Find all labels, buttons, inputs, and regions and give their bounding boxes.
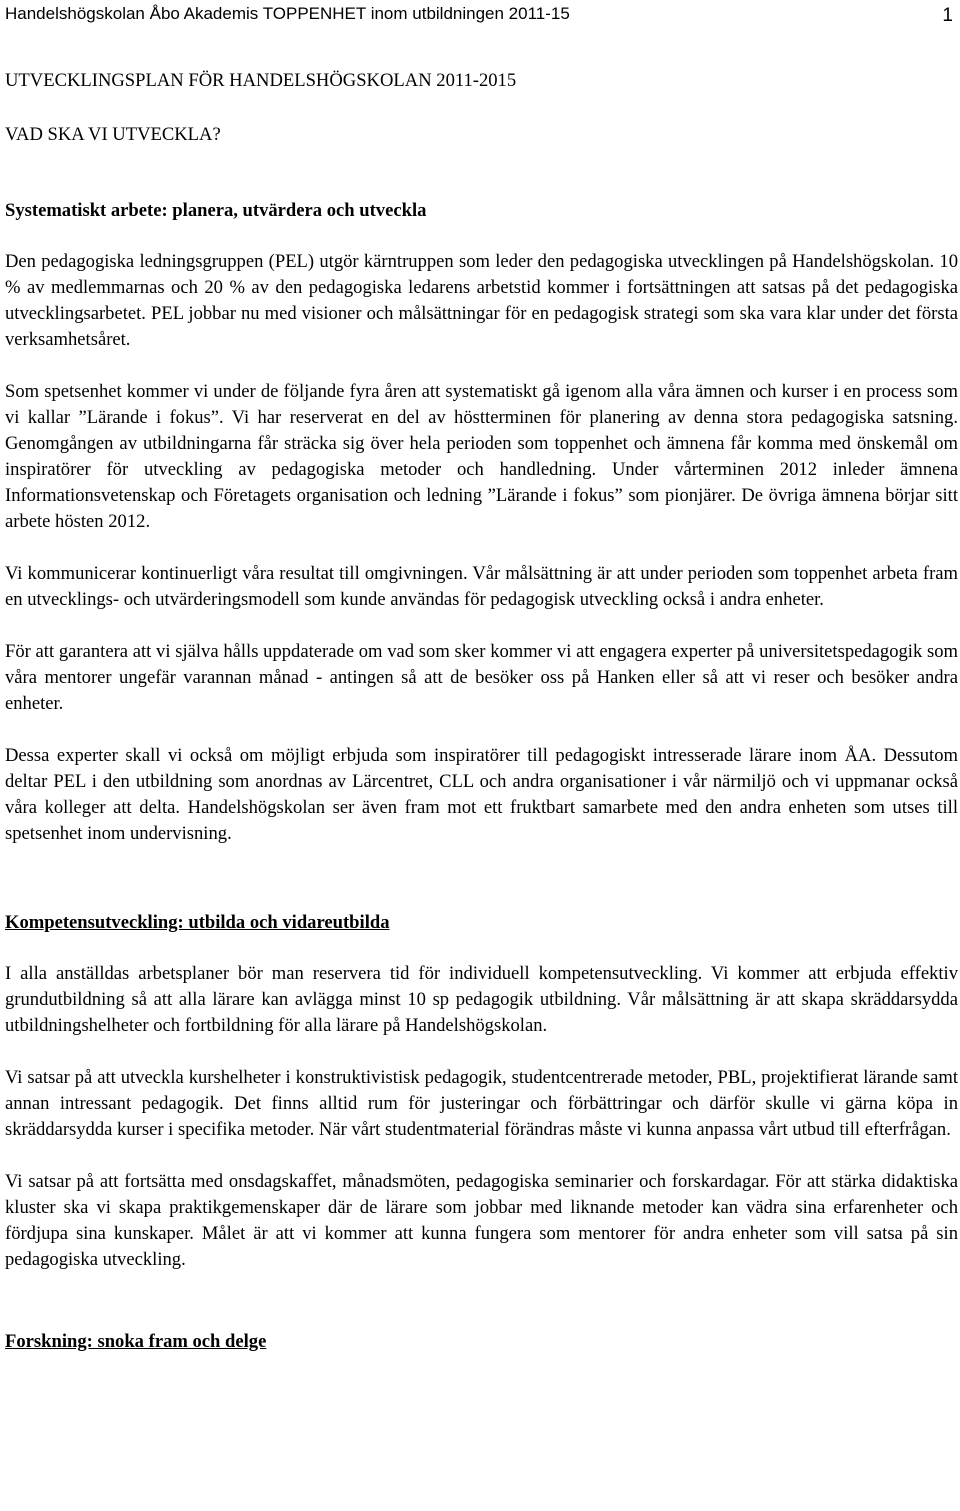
spacer <box>5 1299 958 1329</box>
section-systematic-work <box>5 198 958 847</box>
question-title: VAD SKA VI UTVECKLA? <box>5 124 221 145</box>
paragraph: Dessa experter skall vi också om möjligt erbjuda som inspiratörer till pedagogiskt intresserade lärare inom ÅA. Dessutom deltar PEL i den utbildning som anordnas av Lärcentret, CLL och andra organisationer i vår närmiljö och vi uppmanar också våra kolleger att delta. Handelshögskolan ser även fram mot ett fruktbart samarbete med den andra enheten som utses till spetsenhet inom undervisning. <box>5 745 958 844</box>
paragraph: Vi kommunicerar kontinuerligt våra resultat till omgivningen. Vår målsättning är att under perioden som toppenhet arbeta fram en utvecklings- och utvärderingsmodell som kunde användas för pedagogisk utveckling också i andra enheter. <box>5 563 958 610</box>
spacer <box>5 873 958 910</box>
section-heading: Forskning: snoka fram och delge <box>5 1331 267 1352</box>
header-title: Handelshögskolan Åbo Akademis TOPPENHET inom utbildningen 2011-15 <box>5 4 570 23</box>
page-number: 1 <box>942 5 953 26</box>
page-header <box>5 4 955 28</box>
document-body <box>5 68 958 1380</box>
section-competence-development <box>5 910 958 1273</box>
paragraph: Den pedagogiska ledningsgruppen (PEL) utgör kärntruppen som leder den pedagogiska utvecklingen på Handelshögskolan. 10 % av medlemmarnas och 20 % av den pedagogiska ledarens arbetstid kommer i fortsättningen att satsas på det pedagogiska utvecklingsarbetet. PEL jobbar nu med visioner och målsättningar för en pedagogisk strategi som ska vara klar under det första verksamhetsåret. <box>5 251 958 350</box>
paragraph: Som spetsenhet kommer vi under de följande fyra åren att systematiskt gå igenom alla våra ämnen och kurser i en process som vi kallar ”Lärande i fokus”. Vi har reserverat en del av höstterminen för planering av denna stora pedagogiska satsning. Genomgången av utbildningarna får sträcka sig över hela perioden som toppenhet och ämnena får komma med önskemål om inspiratörer för utveckling av pedagogiska metoder och handledning. Under vårterminen 2012 inleder ämnena Informationsvetenskap och Företagets organisation och ledning ”Lärande i fokus” som pionjärer. De övriga ämnena börjar sitt arbete hösten 2012. <box>5 381 958 532</box>
paragraph: För att garantera att vi själva hålls uppdaterade om vad som sker kommer vi att engagera experter på universitetspedagogik som våra mentorer ungefär varannan månad - antingen så att de besöker oss på Hanken eller så att vi reser och besöker andra enheter. <box>5 641 958 714</box>
paragraph: I alla anställdas arbetsplaner bör man reservera tid för individuell kompetensutveckling. Vi kommer att erbjuda effektiv grundutbildning så att alla lärare kan avlägga minst 10 sp pedagogik utbildning. Vår målsättning är att skapa skräddarsydda utbildningshelheter och fortbildning för alla lärare på Handelshögskolan. <box>5 963 958 1036</box>
main-title: UTVECKLINGSPLAN FÖR HANDELSHÖGSKOLAN 2011-2015 <box>5 70 517 91</box>
section-research <box>5 1329 958 1355</box>
paragraph: Vi satsar på att fortsätta med onsdagskaffet, månadsmöten, pedagogiska seminarier och forskardagar. För att stärka didaktiska kluster ska vi skapa praktikgemenskaper där de lärare som jobbar med liknande metoder kan vädra sina erfarenheter och fördjupa sina kunskaper. Målet är att vi kommer att kunna fungera som mentorer för andra enheter som vill satsa på sin pedagogiska utveckling. <box>5 1171 958 1270</box>
paragraph: Vi satsar på att utveckla kurshelheter i konstruktivistisk pedagogik, studentcentrerade metoder, PBL, projektifierat lärande samt annan intressant pedagogik. Det finns alltid rum för justeringar och förbättringar och därför skulle vi gärna köpa in skräddarsydda kurser i specifika metoder. När vårt studentmaterial förändras måste vi kunna anpassa vårt utbud till efterfrågan. <box>5 1067 958 1140</box>
section-heading: Systematiskt arbete: planera, utvärdera och utveckla <box>5 200 427 221</box>
section-heading: Kompetensutveckling: utbilda och vidareutbilda <box>5 912 390 933</box>
